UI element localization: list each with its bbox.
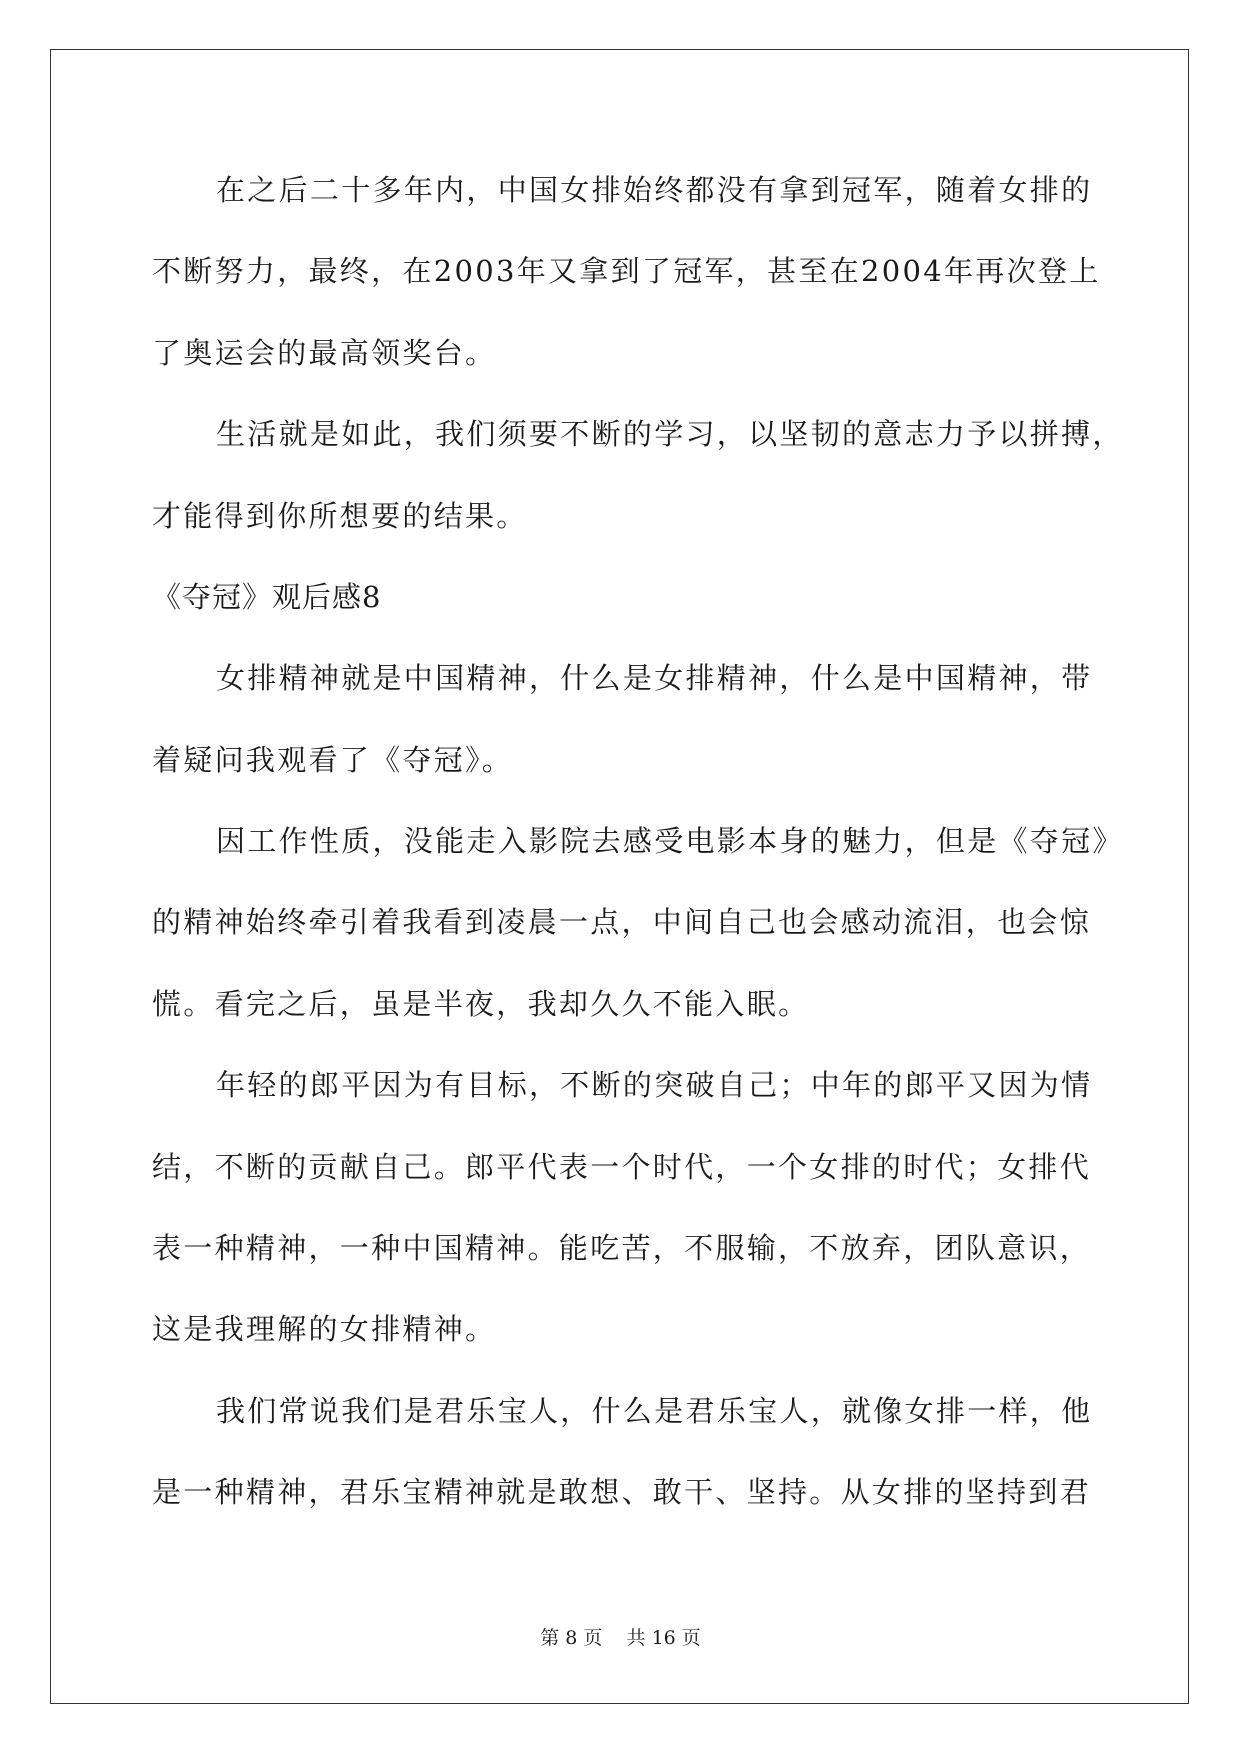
paragraph-line: 不断努力，最终，在2003年又拿到了冠军，甚至在2004年再次登上	[152, 254, 1101, 288]
page-number-footer: 第 8 页 共 16 页	[540, 1627, 701, 1649]
paragraph-line: 着疑问我观看了《夺冠》。	[152, 743, 514, 777]
paragraph-line: 表一种精神，一种中国精神。能吃苦，不服输，不放弃，团队意识，	[152, 1231, 1092, 1265]
page-border	[50, 49, 1189, 1704]
paragraph-line: 才能得到你所想要的结果。	[152, 499, 528, 533]
paragraph-line: 生活就是如此，我们须要不断的学习，以坚韧的意志力予以拼搏，	[216, 417, 1124, 451]
paragraph-line: 年轻的郎平因为有目标，不断的突破自己；中年的郎平又因为情	[216, 1068, 1093, 1102]
paragraph-line: 这是我理解的女排精神。	[152, 1312, 497, 1346]
paragraph-line: 女排精神就是中国精神，什么是女排精神，什么是中国精神，带	[216, 661, 1093, 695]
paragraph-line: 慌。看完之后，虽是半夜，我却久久不能入眠。	[152, 987, 810, 1021]
paragraph-line: 了奥运会的最高领奖台。	[152, 336, 497, 370]
paragraph-line: 我们常说我们是君乐宝人，什么是君乐宝人，就像女排一样，他	[216, 1394, 1093, 1428]
paragraph-line: 结，不断的贡献自己。郎平代表一个时代，一个女排的时代；女排代	[152, 1150, 1092, 1184]
section-heading: 《夺冠》观后感8	[152, 580, 382, 614]
paragraph-line: 是一种精神，君乐宝精神就是敢想、敢干、坚持。从女排的坚持到君	[152, 1475, 1092, 1509]
paragraph-line: 在之后二十多年内，中国女排始终都没有拿到冠军，随着女排的	[216, 173, 1093, 207]
paragraph-line: 的精神始终牵引着我看到凌晨一点，中间自己也会感动流泪，也会惊	[152, 905, 1092, 939]
paragraph-line: 因工作性质，没能走入影院去感受电影本身的魅力，但是《夺冠》	[216, 824, 1124, 858]
